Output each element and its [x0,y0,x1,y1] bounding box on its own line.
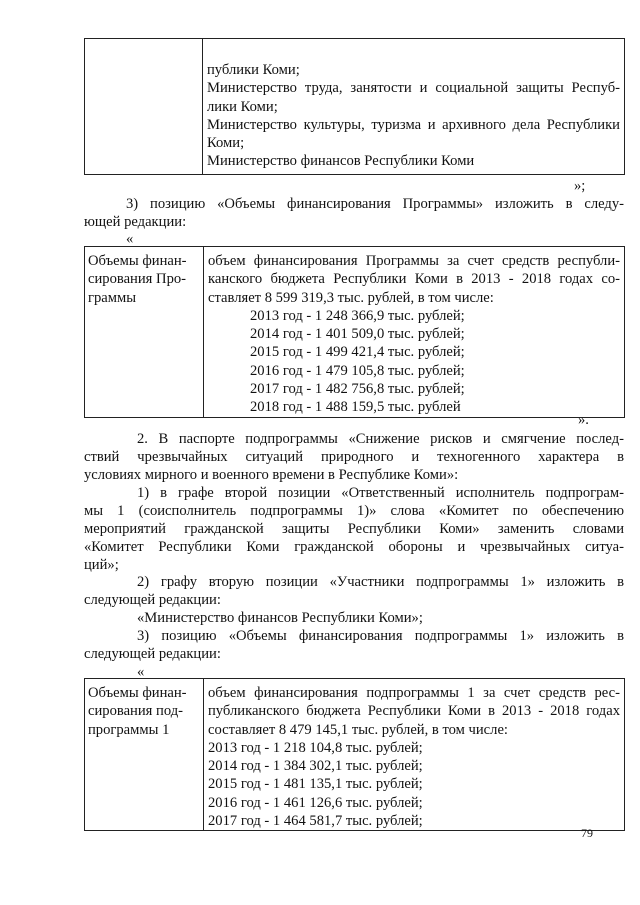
closing-quote: »; [574,178,586,194]
executors-line: лики Коми; [207,98,278,115]
executors-table [84,38,625,175]
paragraph-line: ствий чрезвычайных ситуаций природного и техногенного характера в [84,449,624,465]
paragraph-line: мы 1 (соисполнитель подпрограммы 1)» слова «Комитет по обеспечению [84,503,624,519]
year-line: 2014 год - 1 384 302,1 тыс. рублей; [208,758,423,775]
paragraph-line: 3) позицию «Объемы финансирования подпрограммы 1» изложить в [137,628,624,644]
subprogram-funding-label-cell [85,679,204,831]
executors-line: Министерство культуры, туризма и архивного дела Республики [207,116,620,133]
label-line: Объемы финан- [88,685,187,701]
label-line: сирования Про- [88,271,187,288]
paragraph-line: следующей редакции: [84,646,221,662]
executors-left-cell [85,39,203,175]
paragraph-line: 3) позицию «Объемы финансирования Программы» изложить в следу- [126,196,624,212]
year-line: 2017 год - 1 482 756,8 тыс. рублей; [250,381,465,398]
year-line: 2016 год - 1 461 126,6 тыс. рублей; [208,794,423,811]
program-funding-value-cell [204,247,625,418]
page-number: 79 [581,826,593,840]
paragraph-line: «Министерство финансов Республики Коми»; [137,610,423,626]
paragraph-line: 2. В паспорте подпрограммы «Снижение рисков и смягчение послед- [137,431,624,447]
opening-quote: « [137,664,145,680]
label-line: программы 1 [88,721,170,738]
label-line: Объемы финан- [88,253,187,269]
funding-line: составляет 8 479 145,1 тыс. рублей, в том числе: [208,721,508,738]
year-line: 2016 год - 1 479 105,8 тыс. рублей; [250,362,465,379]
paragraph-line: 2) графу вторую позиции «Участники подпрограммы 1» изложить в [137,574,624,590]
paragraph-line: мероприятий гражданской защиты Республики Коми» заменить словами [84,521,624,537]
year-line: 2013 год - 1 248 366,9 тыс. рублей; [250,307,465,324]
executors-line: Коми; [207,135,245,152]
paragraph-line: 1) в графе второй позиции «Ответственный исполнитель подпрограм- [137,485,624,501]
closing-quote: ». [578,412,589,428]
program-funding-label-cell [85,247,204,418]
opening-quote: « [126,231,134,247]
funding-line: ставляет 8 599 319,3 тыс. рублей, в том числе: [208,289,494,306]
subprogram-funding-value-cell [204,679,625,831]
executors-line: публики Коми; [207,62,300,78]
funding-line: канского бюджета Республики Коми в 2013 - 2018 годах со- [208,271,620,288]
funding-line: объем финансирования Программы за счет средств республи- [208,253,620,269]
executors-line: Министерство труда, занятости и социальной защиты Респуб- [207,80,620,97]
executors-line: Министерство финансов Республики Коми [207,153,475,170]
paragraph-line: условиях мирного и военного времени в Республике Коми»: [84,467,459,483]
subprogram-funding-table [84,678,625,831]
label-line: сирования под- [88,703,184,720]
executors-right-cell [203,39,625,175]
program-funding-table [84,246,625,418]
year-line: 2018 год - 1 488 159,5 тыс. рублей [250,399,461,416]
year-line: 2013 год - 1 218 104,8 тыс. рублей; [208,739,423,756]
paragraph-line: ций»; [84,557,119,573]
year-line: 2017 год - 1 464 581,7 тыс. рублей; [208,813,423,830]
paragraph-line: «Комитет Республики Коми гражданской обороны и чрезвычайных ситуа- [84,539,624,555]
year-line: 2015 год - 1 499 421,4 тыс. рублей; [250,344,465,361]
year-line: 2014 год - 1 401 509,0 тыс. рублей; [250,326,465,343]
funding-line: объем финансирования подпрограммы 1 за счет средств рес- [208,685,620,701]
paragraph-line: следующей редакции: [84,592,221,608]
year-line: 2015 год - 1 481 135,1 тыс. рублей; [208,776,423,793]
paragraph-line: ющей редакции: [84,214,187,230]
label-line: граммы [88,289,137,306]
funding-line: публиканского бюджета Республики Коми в 2013 - 2018 годах [208,703,620,720]
